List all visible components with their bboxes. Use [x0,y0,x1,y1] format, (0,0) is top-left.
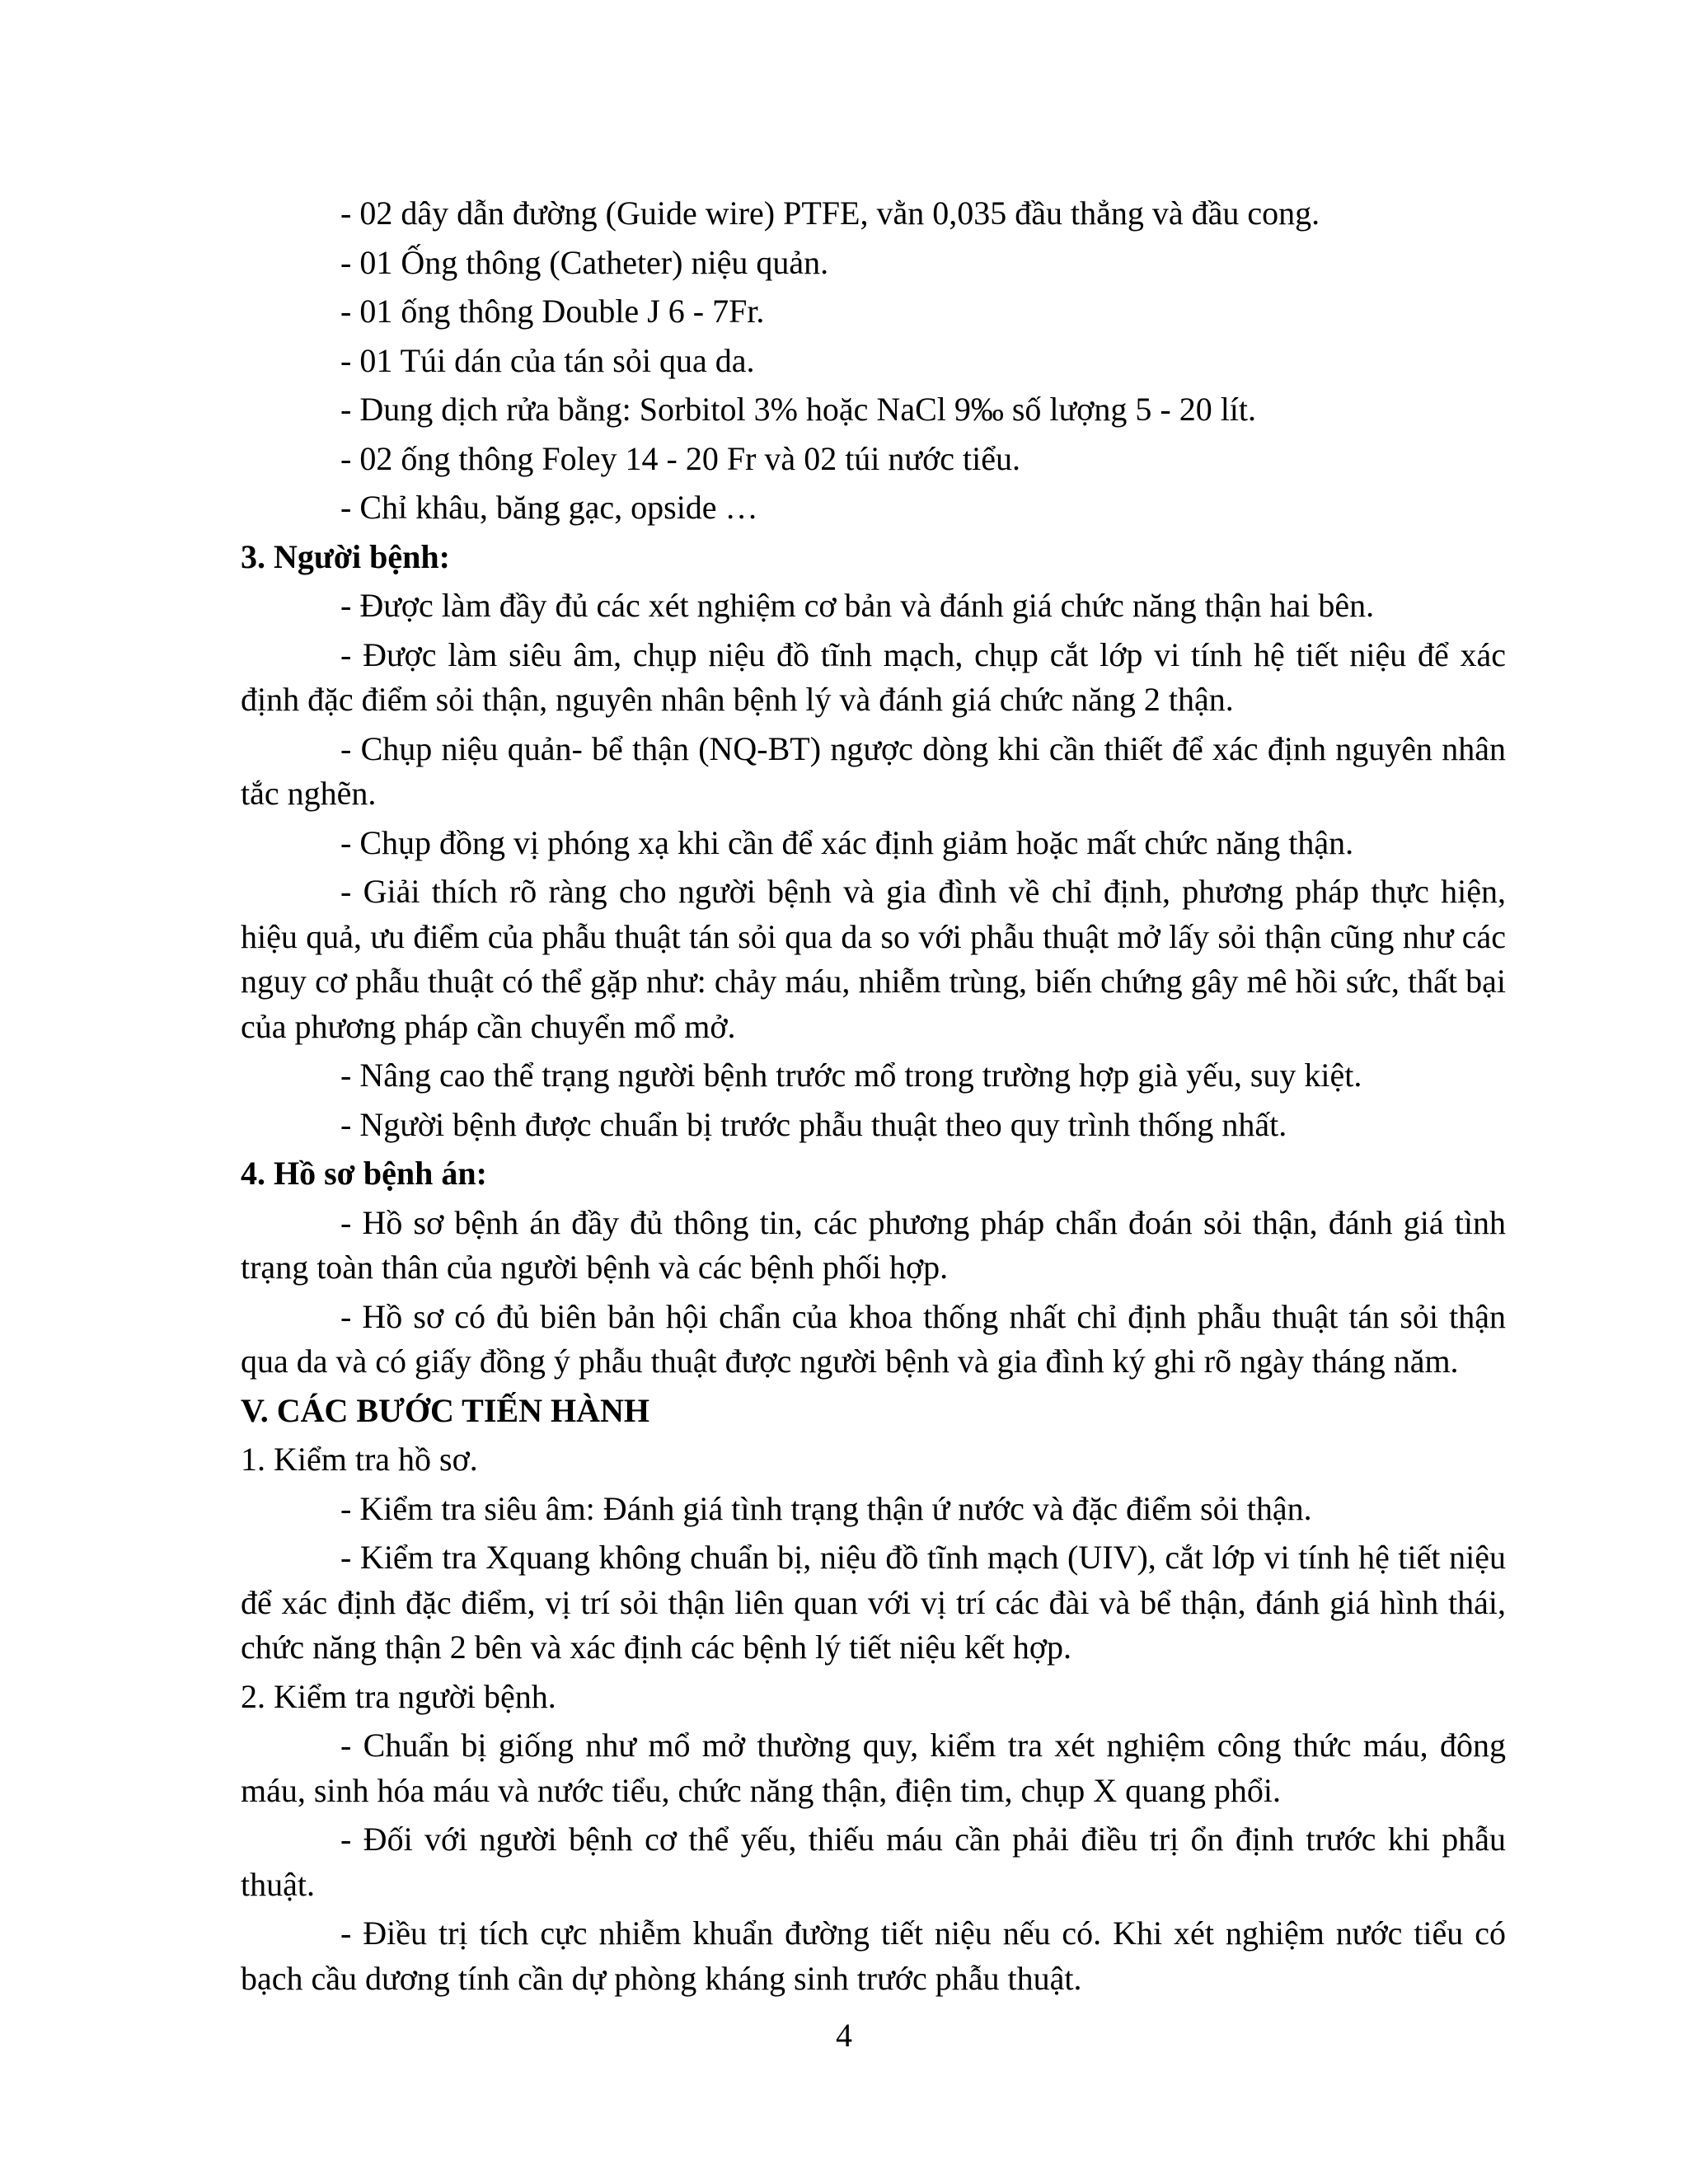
subheading-check-patient: 2. Kiểm tra người bệnh. [241,1677,556,1715]
patient-paragraph-retrograde: - Chụp niệu quản- bể thận (NQ-BT) ngược dòng khi cần thiết để xác định nguyên nhân tắc nghẽn. [241,729,1506,812]
patient-paragraph-imaging: - Được làm siêu âm, chụp niệu đồ tĩnh mạch, chụp cắt lớp vi tính hệ tiết niệu để xác định đặc điểm sỏi thận, nguyên nhân bệnh lý và đánh giá chức năng 2 thận. [241,635,1506,718]
subheading-check-records: 1. Kiểm tra hồ sơ. [241,1441,478,1478]
check-records-xray: - Kiểm tra Xquang không chuẩn bị, niệu đồ tĩnh mạch (UIV), cắt lớp vi tính hệ tiết niệu để xác định đặc điểm, vị trí sỏi thận liên quan với vị trí các đài và bể thận, đánh giá hình thái, chức năng thận 2 bên và xác định các bệnh lý tiết niệu kết hợp. [241,1539,1506,1666]
equipment-item-ureteral-catheter: - 01 Ống thông (Catheter) niệu quản. [340,243,829,281]
equipment-item-guide-wire: - 02 dây dẫn đường (Guide wire) PTFE, vằn 0,035 đầu thẳng và đầu cong. [340,194,1320,232]
section-heading-patient: 3. Người bệnh: [241,537,450,575]
check-patient-infection: - Điều trị tích cực nhiễm khuẩn đường tiết niệu nếu có. Khi xét nghiệm nước tiểu có bạch cầu dương tính cần dự phòng kháng sinh trước phẫu thuật. [241,1915,1506,1997]
section-heading-steps: V. CÁC BƯỚC TIẾN HÀNH [241,1391,649,1429]
records-paragraph-info: - Hồ sơ bệnh án đầy đủ thông tin, các phương pháp chẩn đoán sỏi thận, đánh giá tình trạng toàn thân của người bệnh và các bệnh phối hợp. [241,1203,1506,1286]
patient-paragraph-condition: - Nâng cao thể trạng người bệnh trước mổ trong trường hợp già yếu, suy kiệt. [340,1057,1362,1094]
check-patient-weak: - Đối với người bệnh cơ thể yếu, thiếu máu cần phải điều trị ổn định trước khi phẫu thuật. [241,1821,1506,1903]
records-paragraph-consent: - Hồ sơ có đủ biên bản hội chẩn của khoa thống nhất chỉ định phẫu thuật tán sỏi thận qua da và có giấy đồng ý phẫu thuật được người bệnh và gia đình ký ghi rõ ngày tháng năm. [241,1297,1506,1380]
document-body [241,191,1506,2005]
equipment-item-foley-catheter: - 02 ống thông Foley 14 - 20 Fr và 02 túi nước tiểu. [340,439,1020,477]
check-patient-preparation: - Chuẩn bị giống như mổ mở thường quy, kiểm tra xét nghiệm công thức máu, đông máu, sinh hóa máu và nước tiểu, chức năng thận, điện tim, chụp X quang phổi. [241,1727,1506,1809]
page-number: 4 [836,2017,852,2054]
equipment-item-irrigation-fluid: - Dung dịch rửa bằng: Sorbitol 3% hoặc NaCl 9‰ số lượng 5 - 20 lít. [340,391,1257,428]
patient-paragraph-tests: - Được làm đầy đủ các xét nghiệm cơ bản và đánh giá chức năng thận hai bên. [340,587,1375,624]
patient-paragraph-isotope: - Chụp đồng vị phóng xạ khi cần để xác định giảm hoặc mất chức năng thận. [340,823,1354,861]
patient-paragraph-preparation: - Người bệnh được chuẩn bị trước phẫu thuật theo quy trình thống nhất. [340,1105,1287,1143]
check-records-ultrasound: - Kiểm tra siêu âm: Đánh giá tình trạng thận ứ nước và đặc điểm sỏi thận. [340,1489,1312,1527]
equipment-item-sutures: - Chỉ khâu, băng gạc, opside … [340,489,758,526]
equipment-item-adhesive-bag: - 01 Túi dán của tán sỏi qua da. [340,341,755,379]
section-heading-records: 4. Hồ sơ bệnh án: [241,1155,487,1192]
patient-paragraph-explanation: - Giải thích rõ ràng cho người bệnh và gia đình về chỉ định, phương pháp thực hiện, hiệu quả, ưu điểm của phẫu thuật tán sỏi qua da so với phẫu thuật mở lấy sỏi thận cũng như các nguy cơ phẫu thuật có thể gặp như: chảy máu, nhiễm trùng, biến chứng gây mê hồi sức, thất bại của phương pháp cần chuyển mổ mở. [241,873,1506,1045]
equipment-list [241,191,1506,531]
equipment-item-double-j: - 01 ống thông Double J 6 - 7Fr. [340,293,765,330]
